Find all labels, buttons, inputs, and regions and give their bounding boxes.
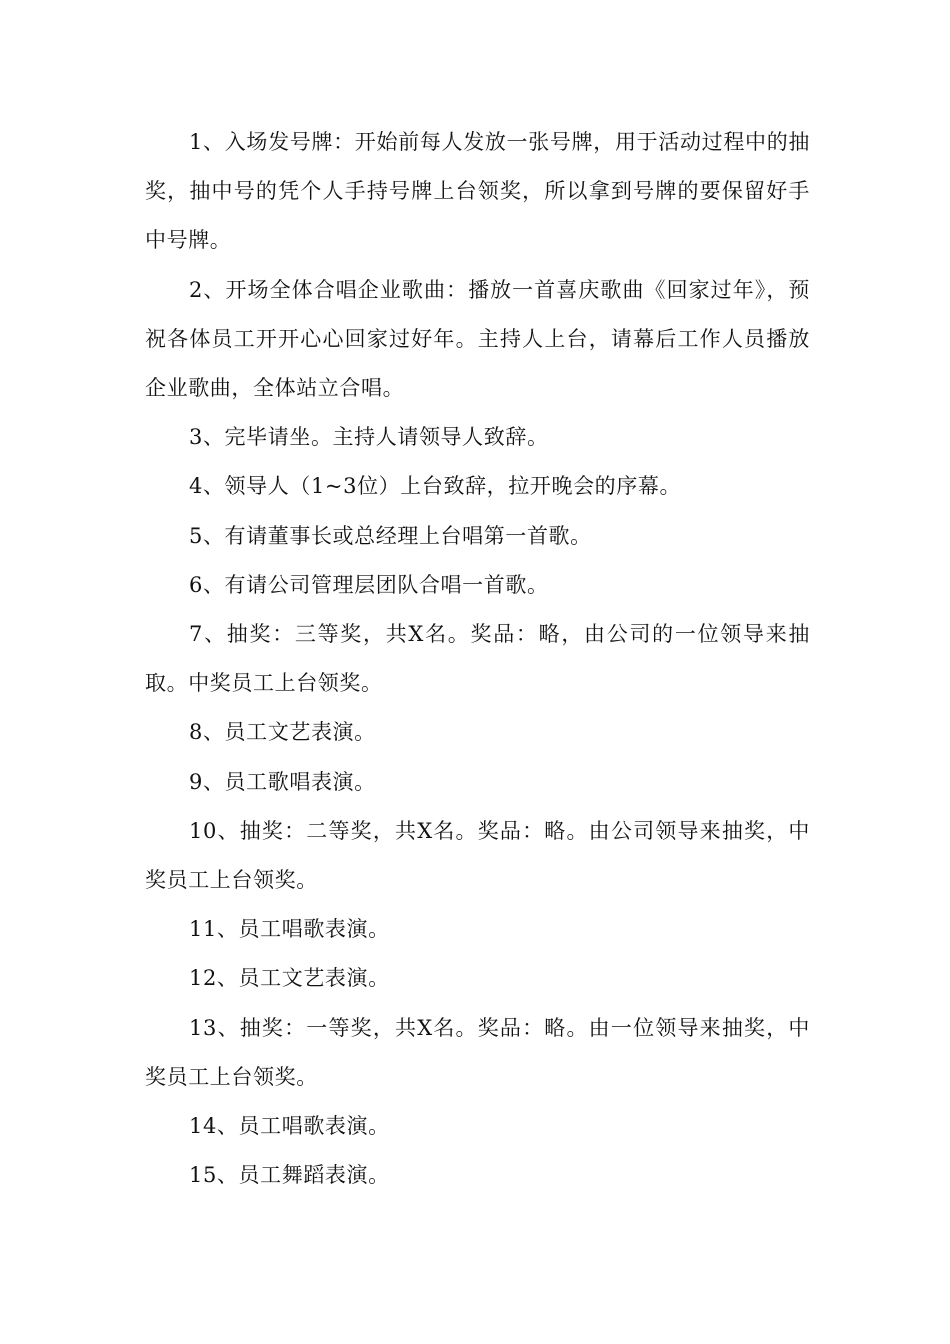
paragraph-9: 9、员工歌唱表演。 <box>189 769 376 794</box>
paragraph-2: 2、开场全体合唱企业歌曲：播放一首喜庆歌曲《回家过年》，预祝各体员工开开心心回家过好年。主持人上台，请幕后工作人员播放企业歌曲，全体站立合唱。 <box>145 277 810 401</box>
paragraph-11: 11、员工唱歌表演。 <box>189 917 390 942</box>
paragraph-8: 8、员工文艺表演。 <box>189 720 376 745</box>
paragraph-5: 5、有请董事长或总经理上台唱第一首歌。 <box>189 523 592 548</box>
paragraph-6: 6、有请公司管理层团队合唱一首歌。 <box>189 572 549 597</box>
paragraph-7: 7、抽奖：三等奖，共X名。奖品：略，由公司的一位领导来抽取。中奖员工上台领奖。 <box>145 622 810 696</box>
paragraph-14: 14、员工唱歌表演。 <box>189 1114 390 1139</box>
paragraph-1: 1、入场发号牌：开始前每人发放一张号牌，用于活动过程中的抽奖，抽中号的凭个人手持号牌上台领奖，所以拿到号牌的要保留好手中号牌。 <box>145 130 810 253</box>
paragraph-4: 4、领导人（1~3位）上台致辞，拉开晚会的序幕。 <box>189 474 682 499</box>
document-body <box>145 118 810 1200</box>
paragraph-3: 3、完毕请坐。主持人请领导人致辞。 <box>189 425 549 450</box>
paragraph-10: 10、抽奖：二等奖，共X名。奖品：略。由公司领导来抽奖，中奖员工上台领奖。 <box>145 818 810 893</box>
paragraph-15: 15、员工舞蹈表演。 <box>189 1163 390 1188</box>
paragraph-13: 13、抽奖：一等奖，共X名。奖品：略。由一位领导来抽奖，中奖员工上台领奖。 <box>145 1015 810 1089</box>
paragraph-12: 12、员工文艺表演。 <box>189 966 390 991</box>
